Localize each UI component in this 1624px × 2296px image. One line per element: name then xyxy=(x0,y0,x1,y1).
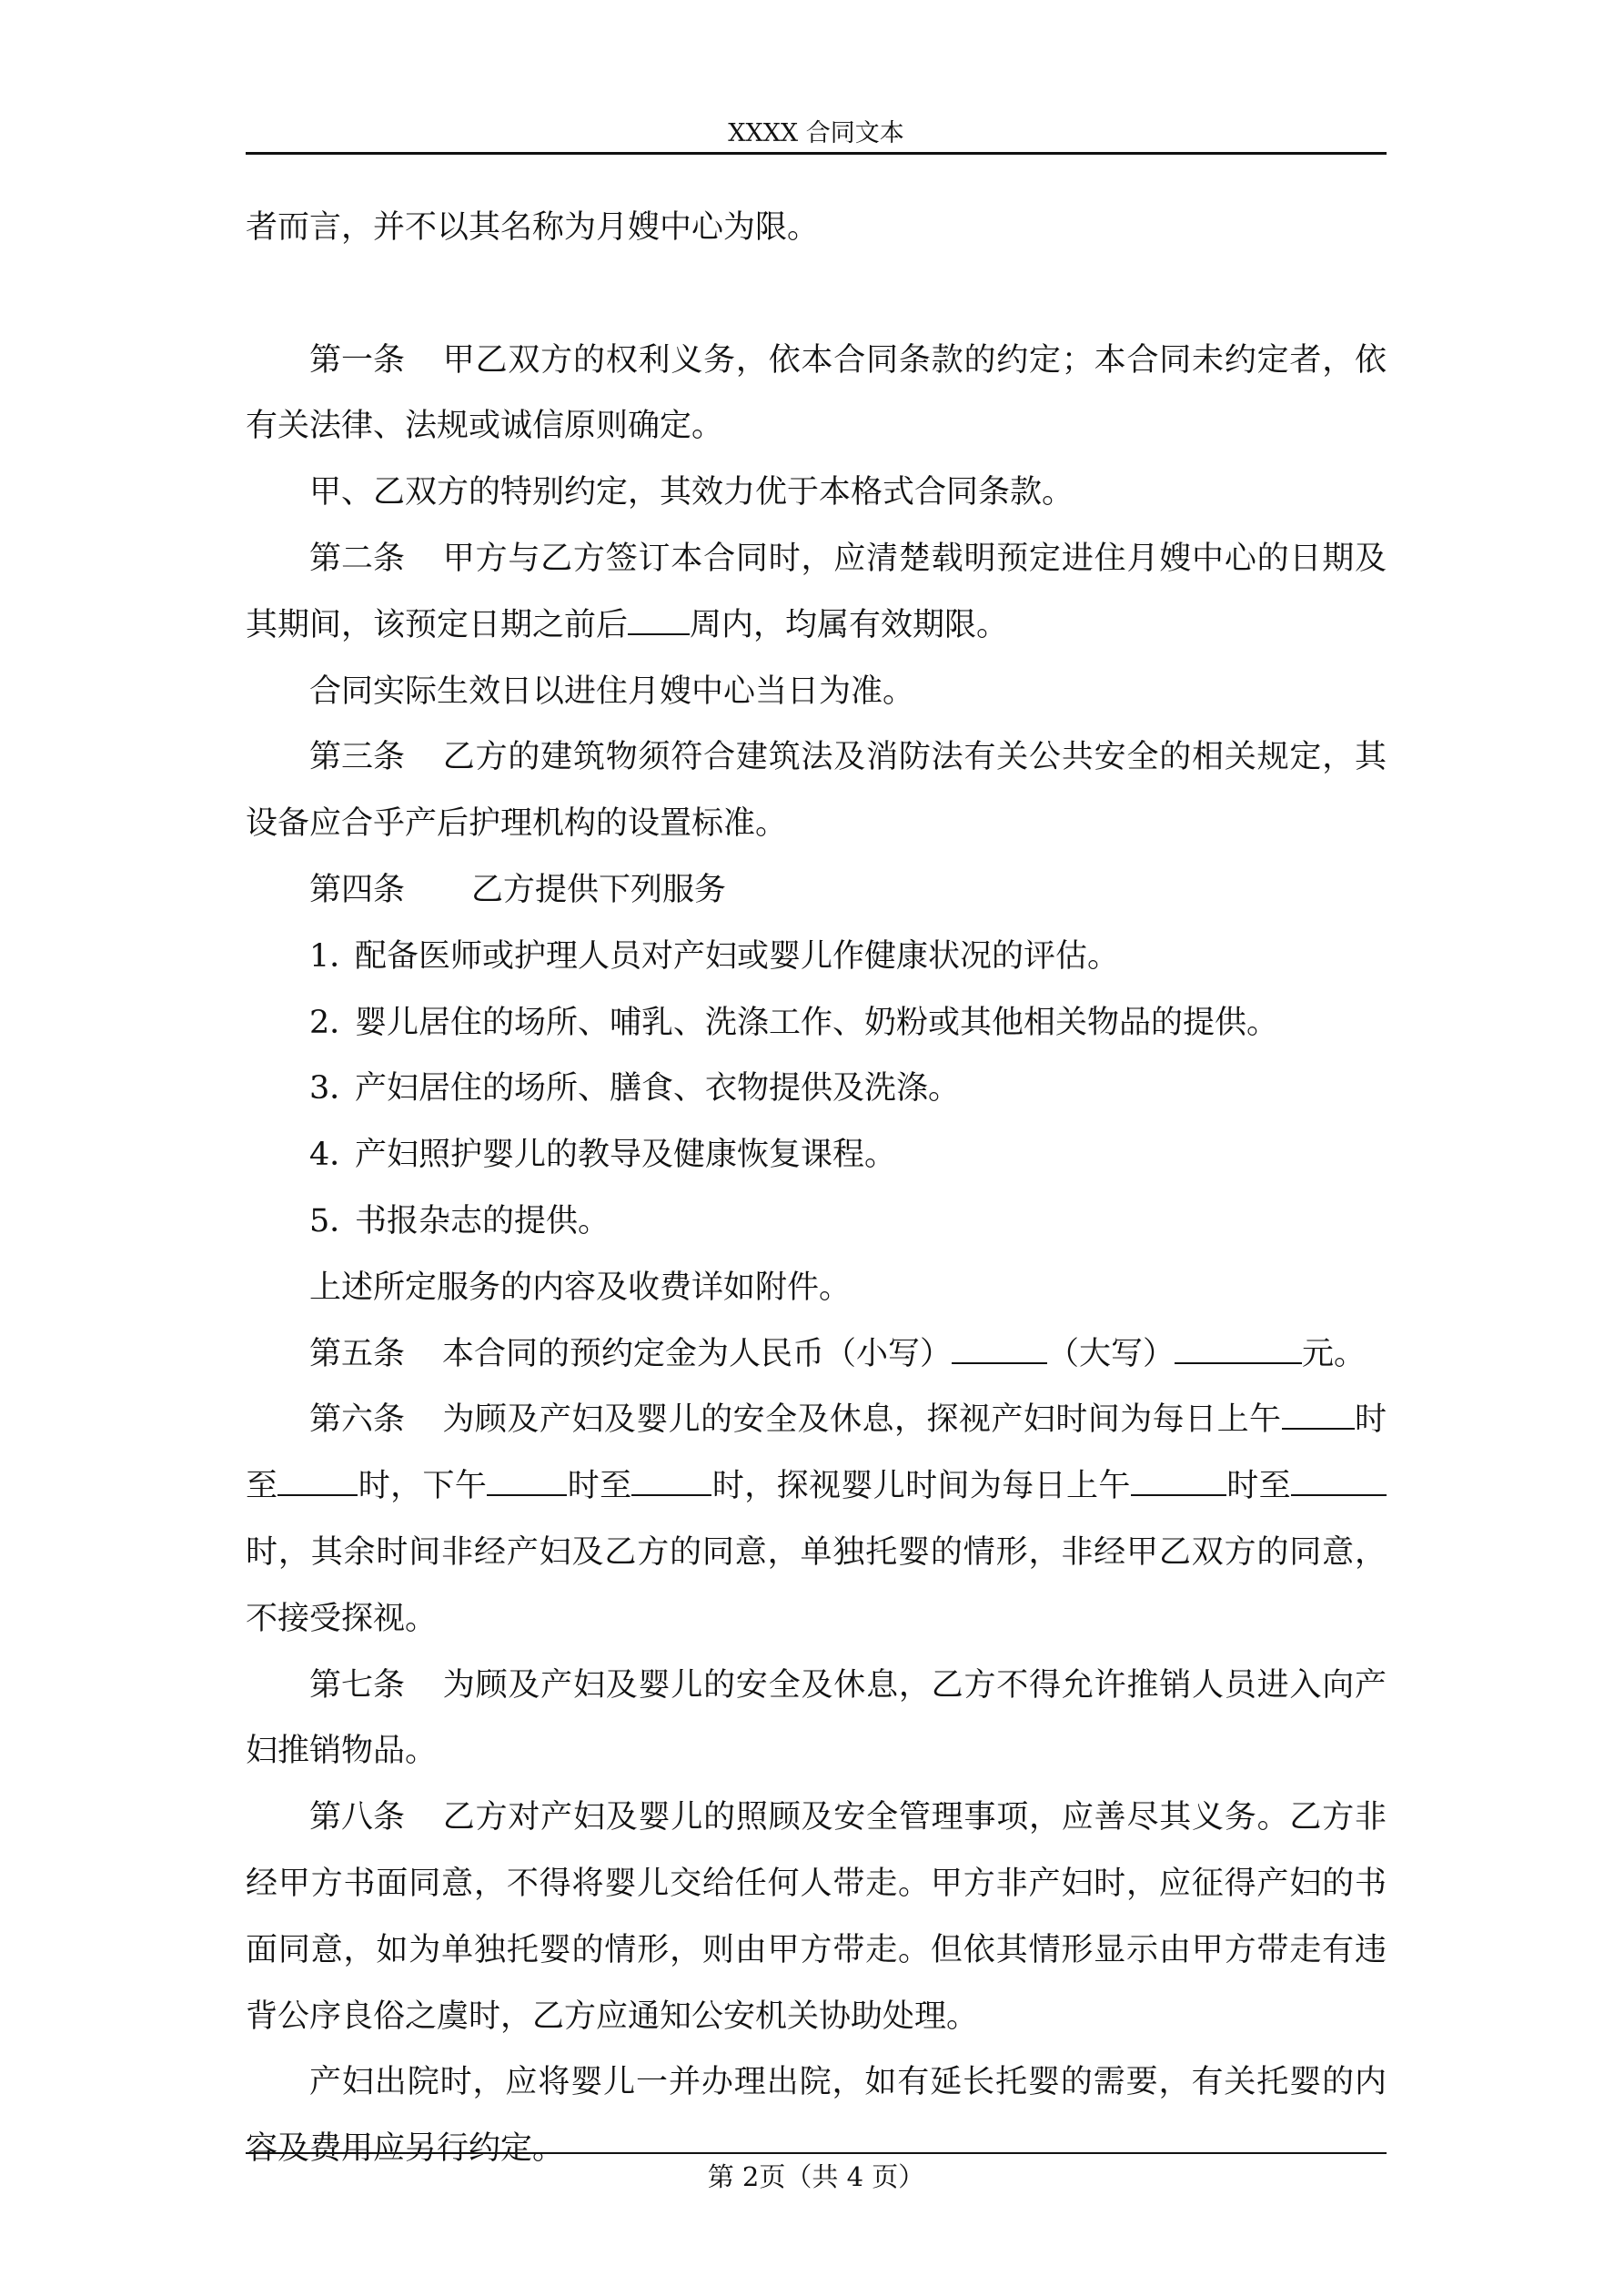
baby-visit-start-blank xyxy=(1131,1469,1226,1496)
article-6-text-e: 时，探视婴儿时间为每日上午 xyxy=(711,1468,1131,1505)
article-4-text: 乙方提供下列服务 xyxy=(471,871,727,908)
mother-visit-am-end-blank xyxy=(277,1469,358,1496)
article-3-heading: 第三条 xyxy=(309,739,406,776)
mother-visit-pm-end-blank xyxy=(631,1469,711,1496)
article-5-text-c: 元。 xyxy=(1302,1335,1367,1372)
service-item-number: 5． xyxy=(309,1202,362,1239)
service-item xyxy=(246,924,1387,990)
article-8-paragraph-2: 产妇出院时，应将婴儿一并办理出院，如有延长托婴的需要，有关托婴的内容及费用应另行约定。 xyxy=(246,2064,1387,2168)
article-5-text-b: （大写） xyxy=(1047,1335,1175,1372)
article-4-heading: 第四条 xyxy=(309,871,406,908)
article-8 xyxy=(246,1785,1387,2049)
article-4 xyxy=(246,857,1387,924)
page-header xyxy=(246,115,1387,153)
article-2 xyxy=(246,526,1387,659)
article-6-text-d: 时至 xyxy=(567,1468,632,1505)
weeks-blank xyxy=(628,608,690,635)
article-1-heading: 第一条 xyxy=(309,341,406,379)
article-6-text-g: 时，其余时间非经产妇及乙方的同意，单独托婴的情形，非经甲乙双方的同意，不接受探视。 xyxy=(246,1533,1387,1637)
article-2-text-a: 甲方与乙方签订本合同时，应清楚载明预定进住月嫂中心的日期及其期间，该预定日期之前后 xyxy=(246,540,1387,643)
article-5-heading: 第五条 xyxy=(309,1335,406,1372)
mother-visit-pm-start-blank xyxy=(487,1469,567,1496)
service-item-text: 婴儿居住的场所、哺乳、洗涤工作、奶粉或其他相关物品的提供。 xyxy=(355,1004,1279,1041)
article-1-paragraph-2: 甲、乙双方的特别约定，其效力优于本格式合同条款。 xyxy=(309,474,1074,511)
document-body xyxy=(246,195,1387,2182)
article-6-text-c: 时，下午 xyxy=(358,1468,488,1505)
article-4-paragraph-2: 上述所定服务的内容及收费详如附件。 xyxy=(309,1269,852,1306)
service-item-number: 2． xyxy=(309,1004,362,1041)
service-item xyxy=(246,1188,1387,1255)
service-item-number: 4． xyxy=(309,1137,362,1174)
article-2-text-b: 周内，均属有效期限。 xyxy=(690,606,1009,643)
article-8-text: 乙方对产妇及婴儿的照顾及安全管理事项，应善尽其义务。乙方非经甲方书面同意，不得将婴儿交给任何人带走。甲方非产妇时，应征得产妇的书面同意，如为单独托婴的情形，则由甲方带走。但依其情形显示由甲方带走有违背公序良俗之虞时，乙方应通知公安机关协助处理。 xyxy=(246,1799,1387,2035)
article-6-text-b: 时至 xyxy=(246,1401,1387,1505)
service-item-number: 3． xyxy=(309,1070,362,1108)
article-8-heading: 第八条 xyxy=(309,1799,406,1836)
footer-divider xyxy=(246,2152,1387,2154)
article-7-text: 为顾及产妇及婴儿的安全及休息，乙方不得允许推销人员进入向产妇推销物品。 xyxy=(246,1666,1387,1770)
service-item xyxy=(246,990,1387,1057)
article-1-text: 甲乙双方的权利义务，依本合同条款的约定；本合同未约定者，依有关法律、法规或诚信原则确定。 xyxy=(246,341,1387,445)
page-footer xyxy=(246,2157,1387,2197)
service-item xyxy=(246,1056,1387,1122)
service-item-text: 产妇居住的场所、膳食、衣物提供及洗涤。 xyxy=(355,1070,961,1108)
article-5 xyxy=(246,1321,1387,1388)
article-2-paragraph-2: 合同实际生效日以进住月嫂中心当日为准。 xyxy=(309,673,915,710)
article-7-heading: 第七条 xyxy=(309,1666,406,1704)
article-7 xyxy=(246,1653,1387,1785)
baby-visit-end-blank xyxy=(1291,1469,1387,1496)
paragraph-gap xyxy=(246,261,1387,328)
service-item-text: 书报杂志的提供。 xyxy=(355,1202,610,1239)
service-item-number: 1． xyxy=(309,937,362,975)
service-item-text: 配备医师或护理人员对产妇或婴儿作健康状况的评估。 xyxy=(355,937,1120,975)
article-1 xyxy=(246,328,1387,460)
header-divider xyxy=(246,152,1387,155)
article-6-text-a: 为顾及产妇及婴儿的安全及休息，探视产妇时间为每日上午 xyxy=(442,1401,1282,1439)
header-title: XXXX 合同文本 xyxy=(728,119,904,147)
article-6-heading: 第六条 xyxy=(309,1401,406,1439)
article-2-heading: 第二条 xyxy=(309,540,406,577)
article-5-text-a: 本合同的预约定金为人民币（小写） xyxy=(442,1335,953,1372)
mother-visit-am-start-blank xyxy=(1282,1402,1355,1430)
service-item xyxy=(246,1122,1387,1188)
paragraph-continuation: 者而言，并不以其名称为月嫂中心为限。 xyxy=(246,209,820,246)
article-3-text: 乙方的建筑物须符合建筑法及消防法有关公共安全的相关规定，其设备应合乎产后护理机构的设置标准。 xyxy=(246,739,1387,843)
article-3 xyxy=(246,724,1387,857)
article-6 xyxy=(246,1387,1387,1652)
service-item-text: 产妇照护婴儿的教导及健康恢复课程。 xyxy=(355,1137,897,1174)
page-number: 第 2页（共 4 页） xyxy=(707,2161,925,2192)
deposit-uppercase-blank xyxy=(1175,1337,1302,1364)
article-6-text-f: 时至 xyxy=(1226,1468,1291,1505)
deposit-lowercase-blank xyxy=(952,1337,1047,1364)
